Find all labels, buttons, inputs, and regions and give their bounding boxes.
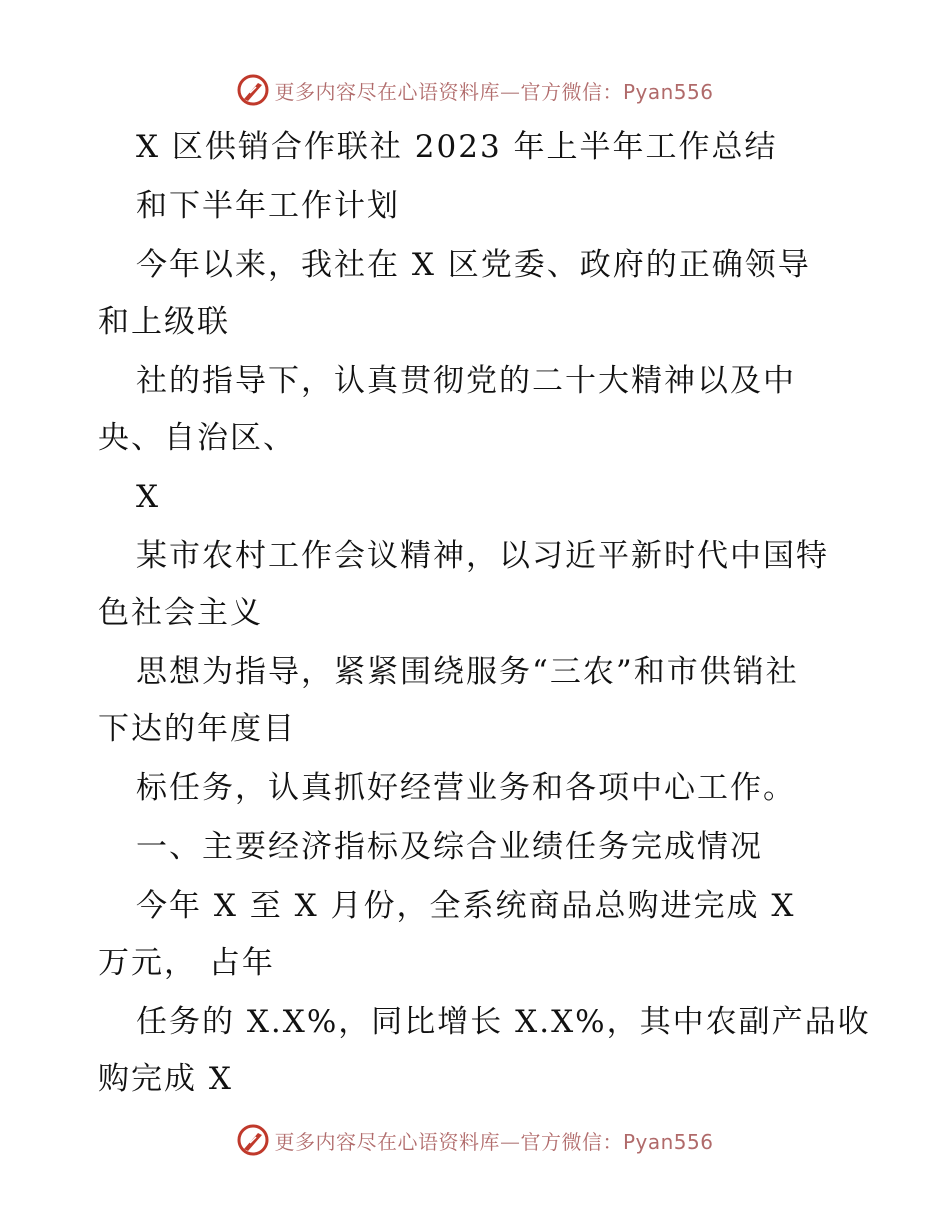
doc-text-line: 下达的年度目 [98,711,296,747]
banner-site-text: 更多内容尽在心语资料库 [274,1129,500,1154]
doc-text-line: 今年 X 至 X 月份，全系统商品总购进完成 X [136,888,796,924]
doc-section-heading: 一、主要经济指标及综合业绩任务完成情况 [136,829,763,865]
doc-text-line: 某市农村工作会议精神，以习近平新时代中国特 [136,538,829,574]
doc-title-line-1: X 区供销合作联社 2023 年上半年工作总结 [136,129,778,165]
doc-text-line: 和上级联 [98,304,230,340]
quill-logo-icon [236,1123,270,1157]
banner-contact-text: 官方微信：Pyan556 [520,1129,714,1154]
doc-text-line: 社的指导下，认真贯彻党的二十大精神以及中 [136,363,796,399]
doc-title-line-2: 和下半年工作计划 [136,188,400,224]
banner-dash: — [499,79,521,104]
doc-text-line: 今年以来，我社在 X 区党委、政府的正确领导 [136,247,811,283]
banner-site-text: 更多内容尽在心语资料库 [274,79,500,104]
doc-text-line: 任务的 X.X%，同比增长 X.X%，其中农副产品收 [136,1004,871,1040]
banner-text [274,76,713,105]
header-banner [0,70,950,110]
banner-text [274,1126,713,1155]
doc-text-line: 购完成 X [98,1061,233,1097]
doc-text-line: 思想为指导，紧紧围绕服务“三农”和市供销社 [136,654,799,690]
quill-logo-icon [236,73,270,107]
doc-text-line: 万元， 占年 [98,945,275,981]
banner-dash: — [499,1129,521,1154]
doc-text-line: 标任务，认真抓好经营业务和各项中心工作。 [136,770,796,806]
doc-text-line: 色社会主义 [98,595,263,631]
footer-banner [0,1120,950,1160]
banner-contact-text: 官方微信：Pyan556 [520,79,714,104]
doc-text-line: 央、自治区、 [98,420,296,456]
doc-text-line: X [136,479,161,515]
